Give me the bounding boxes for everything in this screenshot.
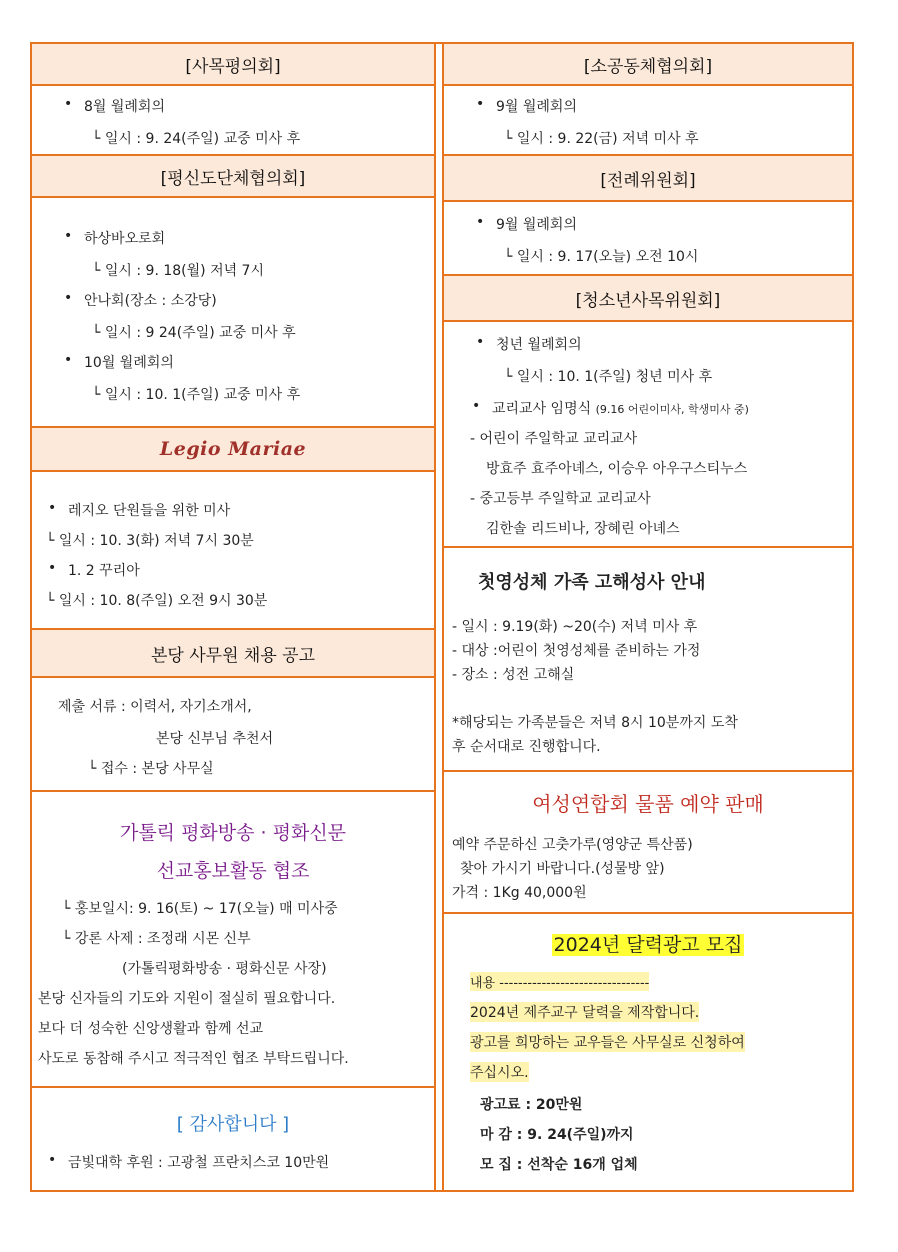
list-item-note: (9.16 어린이미사, 학생미사 중) xyxy=(595,403,749,416)
detail-line: - 일시 : 9.19(화) ~20(수) 저녁 미사 후 xyxy=(452,619,698,635)
calendar-ad-section xyxy=(444,912,852,1190)
liturgy-committee-section xyxy=(444,154,852,274)
section-header: 본당 사무원 채용 공고 xyxy=(32,630,434,678)
section-header: [평신도단체협의회] xyxy=(32,156,434,198)
list-item: • 9월 월례회의 xyxy=(496,96,577,116)
legio-mariae-section xyxy=(32,426,434,628)
section-title: 2024년 달력광고 모집 xyxy=(553,934,743,956)
list-item: • 청년 월례회의 xyxy=(496,334,582,354)
teacher-names: 김한솔 리드비나, 장혜린 아녜스 xyxy=(486,521,680,537)
list-item: • 금빛대학 후원 : 고광철 프란치스코 10만원 xyxy=(68,1152,329,1172)
list-item: • 안나회(장소 : 소강당) xyxy=(84,290,217,310)
first-communion-confession-section xyxy=(444,546,852,770)
section-subtitle: 선교홍보활동 협조 xyxy=(156,860,310,882)
section-title: 첫영성체 가족 고해성사 안내 xyxy=(478,572,706,593)
list-item: • 하상바오로회 xyxy=(84,228,165,248)
list-item-detail: └ 일시 : 9. 18(월) 저녁 7시 xyxy=(92,263,264,279)
body-text: 2024년 제주교구 달력을 제작합니다. xyxy=(470,1002,699,1022)
section-header: [소공동체협의회] xyxy=(444,44,852,86)
section-title: 가톨릭 평화방송 · 평화신문 xyxy=(119,822,347,844)
list-item: • 레지오 단원들을 위한 미사 xyxy=(68,500,230,520)
column-divider xyxy=(434,42,444,1192)
section-title: 여성연합회 물품 예약 판매 xyxy=(532,792,764,816)
list-item-label: 교리교사 임명식 xyxy=(492,401,592,417)
youth-ministry-section xyxy=(444,274,852,546)
list-item xyxy=(492,398,749,418)
body-text: 주십시오. xyxy=(470,1062,529,1082)
price-line: 가격 : 1Kg 40,000원 xyxy=(452,885,587,901)
list-item-detail: └ 일시 : 10. 1(주일) 청년 미사 후 xyxy=(504,369,713,385)
detail-line: 예약 주문하신 고춧가루(영양군 특산품) xyxy=(452,837,693,853)
teacher-group-heading: - 어린이 주일학교 교리교사 xyxy=(470,431,638,447)
pastoral-council-section xyxy=(32,44,434,154)
homily-priest-line: └ 강론 사제 : 조정래 시몬 신부 xyxy=(62,931,251,947)
list-item-detail: └ 일시 : 9 24(주일) 교중 미사 후 xyxy=(92,325,296,341)
documents-line: 본당 신부님 추천서 xyxy=(156,731,274,747)
priest-title-line: (가톨릭평화방송 · 평화신문 사장) xyxy=(122,961,327,977)
promo-date-line: └ 홍보일시: 9. 16(토) ~ 17(오늘) 매 미사중 xyxy=(62,901,338,917)
section-header: Legio Mariae xyxy=(32,428,434,472)
section-header: [전례위원회] xyxy=(444,156,852,202)
staff-recruitment-section xyxy=(32,628,434,790)
notice-line: *해당되는 가족분들은 저녁 8시 10분까지 도착 xyxy=(452,715,738,731)
list-item-detail: └ 일시 : 9. 17(오늘) 오전 10시 xyxy=(504,249,699,265)
detail-line: - 장소 : 성전 고해실 xyxy=(452,667,575,683)
recruit-line: 모 집 : 선착순 16개 업체 xyxy=(480,1157,638,1173)
list-item: • 10월 월례회의 xyxy=(84,352,174,372)
body-text: 본당 신자들의 기도와 지원이 절실히 필요합니다. xyxy=(38,991,336,1007)
small-community-section xyxy=(444,44,852,154)
list-item-detail: └ 일시 : 10. 3(화) 저녁 7시 30분 xyxy=(46,533,254,549)
ad-fee-line: 광고료 : 20만원 xyxy=(480,1097,583,1113)
laity-council-section xyxy=(32,154,434,426)
womens-association-section xyxy=(444,770,852,912)
section-title-wrap xyxy=(444,930,852,957)
list-item: • 1. 2 꾸리아 xyxy=(68,560,140,580)
section-header: [청소년사목위원회] xyxy=(444,276,852,322)
content-label: 내용 -------------------------------- xyxy=(470,972,649,991)
list-item-detail: └ 일시 : 9. 24(주일) 교중 미사 후 xyxy=(92,131,301,147)
list-item: • 8월 월례회의 xyxy=(84,96,165,116)
notice-line: 후 순서대로 진행합니다. xyxy=(452,739,601,755)
teacher-names: 방효주 효주아녜스, 이승우 아우구스티누스 xyxy=(486,461,748,477)
catholic-broadcast-section xyxy=(32,790,434,1086)
teacher-group-heading: - 중고등부 주일학교 교리교사 xyxy=(470,491,651,507)
section-title: [ 감사합니다 ] xyxy=(176,1114,290,1135)
body-text: 광고를 희망하는 교우들은 사무실로 신청하여 xyxy=(470,1032,745,1052)
body-text: 사도로 동참해 주시고 적극적인 협조 부탁드립니다. xyxy=(38,1051,349,1067)
list-item: • 9월 월례회의 xyxy=(496,214,577,234)
list-item-detail: └ 일시 : 10. 1(주일) 교중 미사 후 xyxy=(92,387,301,403)
submission-line: └ 접수 : 본당 사무실 xyxy=(88,761,214,777)
thanks-section xyxy=(32,1086,434,1190)
body-text: 보다 더 성숙한 신앙생활과 함께 선교 xyxy=(38,1021,264,1037)
detail-line: - 대상 :어린이 첫영성체를 준비하는 가정 xyxy=(452,643,701,659)
list-item-detail: └ 일시 : 9. 22(금) 저녁 미사 후 xyxy=(504,131,699,147)
section-header: [사목평의회] xyxy=(32,44,434,86)
documents-line: 제출 서류 : 이력서, 자기소개서, xyxy=(58,699,252,715)
deadline-line: 마 감 : 9. 24(주일)까지 xyxy=(480,1127,634,1143)
detail-line: 찾아 가시기 바랍니다.(성물방 앞) xyxy=(460,861,665,877)
list-item-detail: └ 일시 : 10. 8(주일) 오전 9시 30분 xyxy=(46,593,268,609)
